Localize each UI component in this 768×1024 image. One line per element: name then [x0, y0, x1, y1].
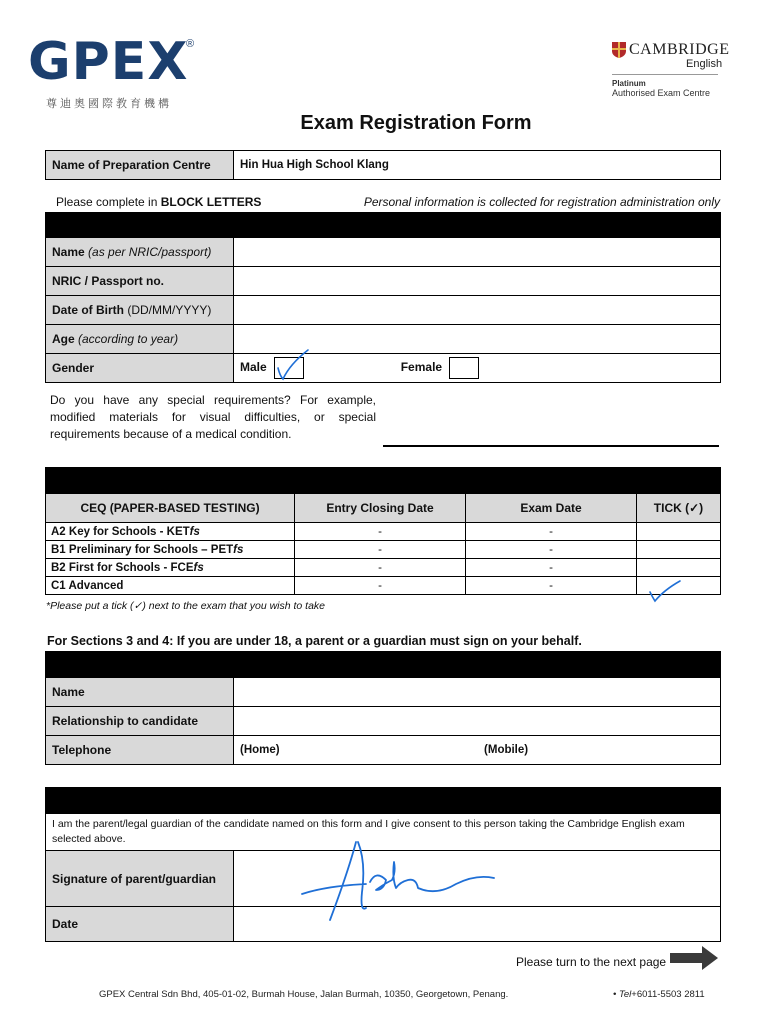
exam-date: -: [466, 559, 637, 577]
exam-table: [45, 493, 721, 595]
nric-field[interactable]: [234, 267, 721, 296]
exam-closing: -: [295, 559, 466, 577]
mobile-label: (Mobile): [484, 744, 529, 756]
exam-tick-cell-pet[interactable]: [637, 541, 721, 559]
privacy-note: Personal information is collected for registration administration only: [363, 195, 720, 209]
gpex-logo: [28, 32, 189, 92]
section-2-header-bar: [45, 467, 721, 493]
female-label: Female: [400, 360, 443, 375]
female-checkbox[interactable]: [449, 357, 479, 379]
home-label: (Home): [240, 744, 280, 756]
block-letters-note: [56, 195, 261, 209]
male-label: Male: [240, 360, 267, 375]
next-page-note: Please turn to the next page: [516, 955, 667, 969]
telephone-label: Telephone: [46, 736, 234, 765]
prep-centre-label: Name of Preparation Centre: [46, 151, 234, 180]
exam-closing: -: [295, 541, 466, 559]
exam-header-tick: TICK (✓): [637, 494, 721, 523]
signature-label: Signature of parent/guardian: [46, 851, 234, 907]
sections-note: For Sections 3 and 4: If you are under 18, a parent or a guardian must sign on your behalf.: [47, 634, 582, 648]
gpex-chinese-name: 尊迪奧國際教育機構: [46, 98, 172, 110]
exam-date: -: [466, 577, 637, 595]
exam-header-date: Exam Date: [466, 494, 637, 523]
exam-tick-cell-ket[interactable]: [637, 523, 721, 541]
relationship-field[interactable]: [234, 707, 721, 736]
dob-label-format: (DD/MM/YYYY): [127, 303, 212, 317]
name-label: [46, 238, 234, 267]
section-4-header-bar: [45, 787, 721, 813]
c1-tick-mark-icon: [646, 578, 686, 604]
guardian-name-field[interactable]: [234, 678, 721, 707]
name-label-bold: Name: [52, 245, 85, 259]
prep-centre-value[interactable]: Hin Hua High School Klang: [234, 151, 721, 180]
exam-name: B2 First for Schools - FCEfs: [46, 559, 295, 577]
gpex-logo-text: GPEX: [28, 32, 189, 92]
dob-label: [46, 296, 234, 325]
footer-tel-number: +6011-5503 2811: [631, 989, 705, 1000]
exam-row-cae: [46, 577, 721, 595]
special-requirements-question: Do you have any special requirements? For example, modified materials for visual difficulties, or special requirements because of a medical condition.: [50, 393, 376, 441]
exam-header-ceq: CEQ (PAPER-BASED TESTING): [46, 494, 295, 523]
cambridge-authorised: Authorised Exam Centre: [612, 88, 711, 98]
name-field[interactable]: [234, 238, 721, 267]
exam-row-pet: [46, 541, 721, 559]
cambridge-divider: [612, 74, 718, 75]
exam-header-closing: Entry Closing Date: [295, 494, 466, 523]
exam-name: B1 Preliminary for Schools – PETfs: [46, 541, 295, 559]
consent-text: I am the parent/legal guardian of the candidate named on this form and I give consent to this person taking the Cambridge English exam selected above.: [46, 814, 721, 851]
male-tick-mark-icon: [270, 346, 312, 382]
nric-label: NRIC / Passport no.: [46, 267, 234, 296]
date-label: Date: [46, 907, 234, 942]
block-letters-prefix: Please complete in: [56, 195, 161, 209]
age-label-italic: (according to year): [78, 332, 179, 346]
dob-field[interactable]: [234, 296, 721, 325]
next-page-arrow-icon: [668, 944, 720, 972]
age-label-bold: Age: [52, 332, 75, 346]
prep-centre-table: [45, 150, 721, 180]
dob-label-bold: Date of Birth: [52, 303, 124, 317]
section-3-header-bar: [45, 651, 721, 677]
relationship-label: Relationship to candidate: [46, 707, 234, 736]
footer-tel-prefix: • Tel: [613, 989, 632, 1000]
special-requirements-answer-line[interactable]: [383, 445, 719, 447]
exam-name: C1 Advanced: [46, 577, 295, 595]
footer-telephone: [613, 989, 705, 1000]
telephone-field[interactable]: [234, 736, 721, 765]
exam-date: -: [466, 541, 637, 559]
name-label-italic: (as per NRIC/passport): [88, 245, 212, 259]
exam-row-fce: [46, 559, 721, 577]
exam-tick-cell-fce[interactable]: [637, 559, 721, 577]
exam-name: A2 Key for Schools - KETfs: [46, 523, 295, 541]
exam-row-ket: [46, 523, 721, 541]
footer-address: GPEX Central Sdn Bhd, 405-01-02, Burmah House, Jalan Burmah, 10350, Georgetown, Penang.: [99, 989, 509, 1000]
guardian-name-label: Name: [46, 678, 234, 707]
gender-label: Gender: [46, 354, 234, 383]
guardian-signature-icon: [296, 832, 506, 928]
guardian-table: [45, 677, 721, 765]
exam-footnote: *Please put a tick (✓) next to the exam that you wish to take: [46, 600, 326, 612]
section-1-header-bar: [45, 212, 721, 237]
cambridge-shield-icon: [612, 42, 626, 58]
exam-date: -: [466, 523, 637, 541]
cambridge-platinum: Platinum: [612, 79, 646, 88]
cambridge-name: CAMBRIDGE: [629, 41, 730, 58]
cambridge-subtitle: English: [686, 58, 723, 70]
block-letters-bold: BLOCK LETTERS: [160, 195, 262, 209]
exam-closing: -: [295, 523, 466, 541]
personal-details-table: [45, 237, 721, 383]
exam-closing: -: [295, 577, 466, 595]
page-title: Exam Registration Form: [300, 112, 532, 134]
age-label: [46, 325, 234, 354]
registered-mark: ®: [186, 38, 195, 50]
